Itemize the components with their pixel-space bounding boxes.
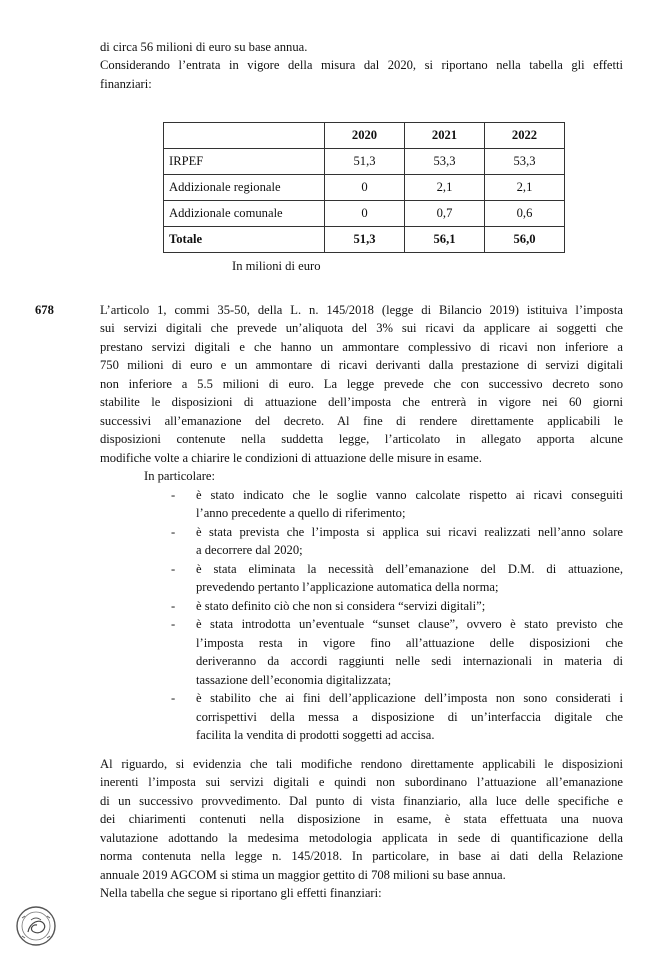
table-cell: 2,1 xyxy=(485,175,565,201)
bullet-line: è stata eliminata la necessità dell’emanazione del D.M. di attuazione, xyxy=(196,562,623,576)
financial-effects-table xyxy=(163,122,565,253)
table-row xyxy=(164,149,565,175)
table-cell: 2,1 xyxy=(405,175,485,201)
table-header-cell: 2021 xyxy=(405,123,485,149)
bullet-line: è stabilito che ai fini dell’applicazione dell’imposta non sono considerati i xyxy=(196,691,623,705)
paragraph-line: L’articolo 1, commi 35-50, della L. n. 145/2018 (legge di Bilancio 2019) istituiva l’imposta xyxy=(100,303,623,317)
table-cell: 56,1 xyxy=(405,227,485,253)
closing-line: dei chiarimenti contenuti nella disposizione in esame, è stata effettuata una nuova xyxy=(100,812,623,826)
paragraph-line: disposizioni contenute nella suddetta legge, l’articolato in allegato apporta alcune xyxy=(100,432,623,446)
bullet-line: l’anno precedente a quello di riferimento; xyxy=(196,506,406,520)
closing-line: valutazione adottando la medesima metodologia applicata in sede di quantificazione della xyxy=(100,831,623,845)
in-particolare-heading: In particolare: xyxy=(144,469,215,483)
intro-line-2: Considerando l’entrata in vigore della misura dal 2020, si riportano nella tabella gli effetti xyxy=(100,58,623,72)
intro-line-3: finanziari: xyxy=(100,77,152,91)
table-cell: 0 xyxy=(325,175,405,201)
table-header-cell: 2020 xyxy=(325,123,405,149)
row-label: Totale xyxy=(164,227,325,253)
bullet-dash: - xyxy=(171,525,176,539)
table-header-cell: 2022 xyxy=(485,123,565,149)
bullet-line: corrispettivi della messa a disposizione di un’interfaccia digitale che xyxy=(196,710,623,724)
row-label: IRPEF xyxy=(164,149,325,175)
bullet-line: prevedendo pertanto l’applicazione automatica della norma; xyxy=(196,580,499,594)
paragraph-line: prestano servizi digitali e che hanno un ammontare complessivo di ricavi non inferiore a xyxy=(100,340,623,354)
row-label: Addizionale regionale xyxy=(164,175,325,201)
bullet-line: tassazione dell’economia digitalizzata; xyxy=(196,673,392,687)
closing-line: inerenti l’imposta sui servizi digitali e quindi non subordinano l’attuazione all’emanazione xyxy=(100,775,623,789)
table-row xyxy=(164,201,565,227)
bullet-line: è stato indicato che le soglie vanno calcolate rispetto ai ricavi conseguiti xyxy=(196,488,623,502)
bullet-dash: - xyxy=(171,599,176,613)
table-header-row xyxy=(164,123,565,149)
paragraph-line: stabilite le disposizioni di attuazione dell’imposta che entrerà in vigore nei 60 giorni xyxy=(100,395,623,409)
table-cell: 51,3 xyxy=(325,149,405,175)
bullet-line: è stata introdotta un’eventuale “sunset clause”, ovvero è stato previsto che xyxy=(196,617,623,631)
table-caption: In milioni di euro xyxy=(232,259,321,273)
paragraph-line: non inferiore a 5.5 milioni di euro. La legge prevede che con successivo decreto sono xyxy=(100,377,623,391)
closing-line: di un successivo provvedimento. Dal punto di vista finanziario, alla luce delle specifiche e xyxy=(100,794,623,808)
table-cell: 51,3 xyxy=(325,227,405,253)
section-number: 678 xyxy=(35,303,54,317)
intro-line-1: di circa 56 milioni di euro su base annua. xyxy=(100,40,308,54)
bullet-dash: - xyxy=(171,562,176,576)
bullet-line: è stata prevista che l’imposta si applica sui ricavi realizzati nell’anno solare xyxy=(196,525,623,539)
table-cell: 0 xyxy=(325,201,405,227)
table-total-row xyxy=(164,227,565,253)
bullet-line: a decorrere dal 2020; xyxy=(196,543,303,557)
table-header-cell xyxy=(164,123,325,149)
closing-last-line: Nella tabella che segue si riportano gli effetti finanziari: xyxy=(100,886,382,900)
bullet-line: è stato definito ciò che non si considera “servizi digitali”; xyxy=(196,599,486,613)
bullet-dash: - xyxy=(171,488,176,502)
row-label: Addizionale comunale xyxy=(164,201,325,227)
closing-line: Al riguardo, si evidenzia che tali modifiche rendono direttamente applicabili le disposizioni xyxy=(100,757,623,771)
circular-seal-icon xyxy=(14,902,58,950)
table-cell: 53,3 xyxy=(485,149,565,175)
paragraph-line: modifiche volte a chiarire le condizioni di attuazione delle misure in esame. xyxy=(100,451,482,465)
bullet-line: deriveranno da accordi raggiunti nelle sedi internazionali in materia di xyxy=(196,654,623,668)
bullet-dash: - xyxy=(171,691,176,705)
paragraph-line: 750 milioni di euro e un ammontare di ricavi derivanti dalla prestazione di servizi digitali xyxy=(100,358,623,372)
table-cell: 53,3 xyxy=(405,149,485,175)
bullet-line: l’imposta resta in vigore fino all’attuazione delle disposizioni che xyxy=(196,636,623,650)
table-cell: 0,7 xyxy=(405,201,485,227)
table-row xyxy=(164,175,565,201)
closing-line: norma contenuta nella legge n. 145/2018. In particolare, in base ai dati della Relazione xyxy=(100,849,623,863)
paragraph-line: sui servizi digitali che prevede un’aliquota del 3% sui ricavi da applicare ai soggetti che xyxy=(100,321,623,335)
paragraph-line: successivi all’emanazione del decreto. Al fine di rendere direttamente applicabili le xyxy=(100,414,623,428)
table-cell: 0,6 xyxy=(485,201,565,227)
closing-line: annuale 2019 AGCOM si stima un maggior gettito di 708 milioni su base annua. xyxy=(100,868,506,882)
bullet-dash: - xyxy=(171,617,176,631)
bullet-line: facilita la vendita di prodotti soggetti ad accisa. xyxy=(196,728,435,742)
table-cell: 56,0 xyxy=(485,227,565,253)
